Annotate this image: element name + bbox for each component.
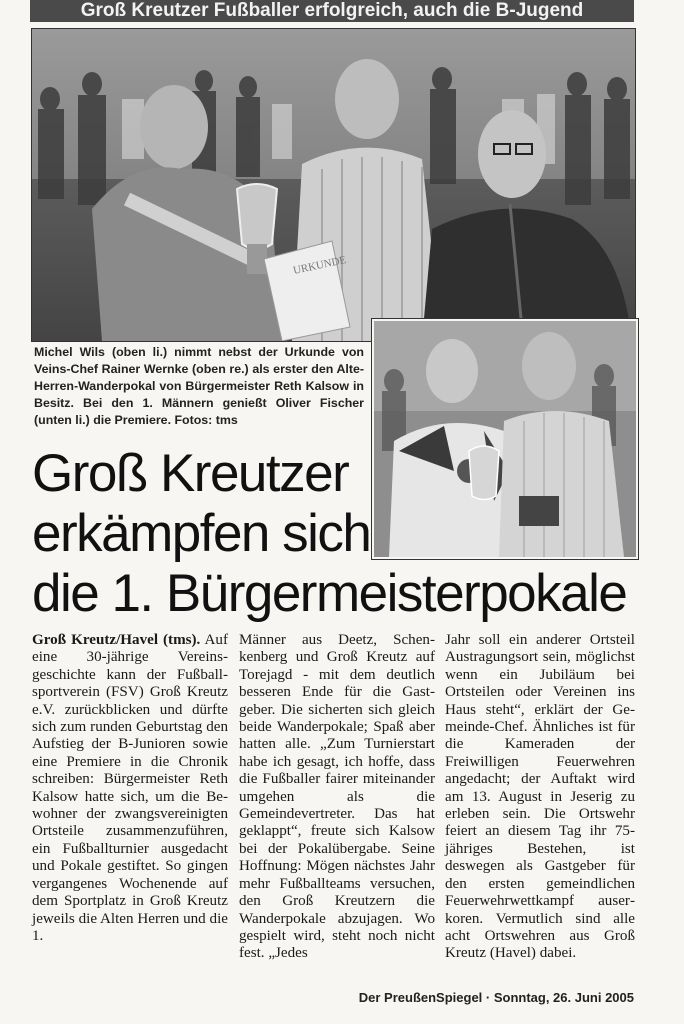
main-photo (31, 28, 636, 342)
article-column-3-text: Jahr soll ein anderer Ortsteil Austragungsort sein, möglichst wenn ein Jubiläum bei Ortsteilen oder Vereinen ins Haus steht“, erklärt der Gemeinde-Chef. Ähnliches ist für die Kameraden der Freiwilligen Feuerwehren angedacht; der Auftakt wird am 13. August in Jeserig zu erleben sein. Die Ortswehr feiert an diesem Tag ihr 75-jähriges Bestehen, ist deswegen als Gastgeber für den ersten gemeindlichen Feuerwehrwettkampf auserkoren. Vermutlich sind alle acht Ortswehren aus Groß Kreutz (Havel) dabei. (445, 632, 635, 962)
article-column-1-text: Auf eine 30-jährige Vereinsgeschichte kann der Fußballsportverein (FSV) Groß Kreutz e.V. zurückblicken und dürfte sich zum runden Geburtstag den Aufstieg der B-Junioren sowie eine Premiere in die Chronik schreiben: Bürgermeister Reth Kalsow hatte sich, um die Bewohner der zwangsvereinigten Ortsteile zusammenzuführen, ein Fußballturnier ausgedacht und Pokale gestiftet. So gingen vergangenes Wochenende auf dem Sportplatz in Groß Kreutz jeweils die Alten Herren und die 1. (32, 632, 228, 944)
headline-line-2: erkämpfen sich (32, 504, 371, 563)
headline-line-3: die 1. Bürgermeisterpokale (32, 564, 627, 623)
article-column-2 (239, 632, 435, 963)
kicker-headline: Groß Kreutzer Fußballer erfolgreich, auch die B-Jugend (30, 0, 634, 22)
award-ceremony-image (32, 29, 635, 341)
article-dateline: Groß Kreutz/Havel (tms). (32, 632, 201, 648)
headline-line-1: Groß Kreutzer (32, 444, 349, 503)
article-column-2-text: Männer aus Deetz, Schenkenberg und Groß Kreutz auf Torejagd - mit dem deutlich besseren Ende für die Gastgeber. Die sicherten sich gleich beide Wanderpokale; Spaß aber hatten alle. „Zum Turnierstart habe ich gesagt, ich hoffe, dass die Fußballer fairer miteinander umgehen als die Gemeindevertreter. Das hat geklappt“, freute sich Kalsow bei der Pokalübergabe. Seine Hoffnung: Mögen nächstes Jahr mehr Fußballteams versuchen, den Groß Kreutzern die Wanderpokale abzujagen. Wo gespielt wird, steht noch nicht fest. „Jedes (239, 632, 435, 962)
photo-caption: Michel Wils (oben li.) nimmt nebst der Urkunde von Veins-Chef Rainer Wernke (oben re.) als erster den Alte-Herren-Wanderpokal von Bürgermeister Reth Kalsow in Besitz. Bei den 1. Männern genießt Oliver Fischer (unten li.) die Premiere. Fotos: tms (34, 345, 364, 427)
article-column-3 (445, 632, 635, 963)
article-column-1 (32, 632, 228, 945)
article-headline (32, 444, 632, 624)
publication-footer: Der PreußenSpiegel · Sonntag, 26. Juni 2005 (358, 990, 634, 1005)
certificate-text: URKUNDE (292, 254, 348, 277)
